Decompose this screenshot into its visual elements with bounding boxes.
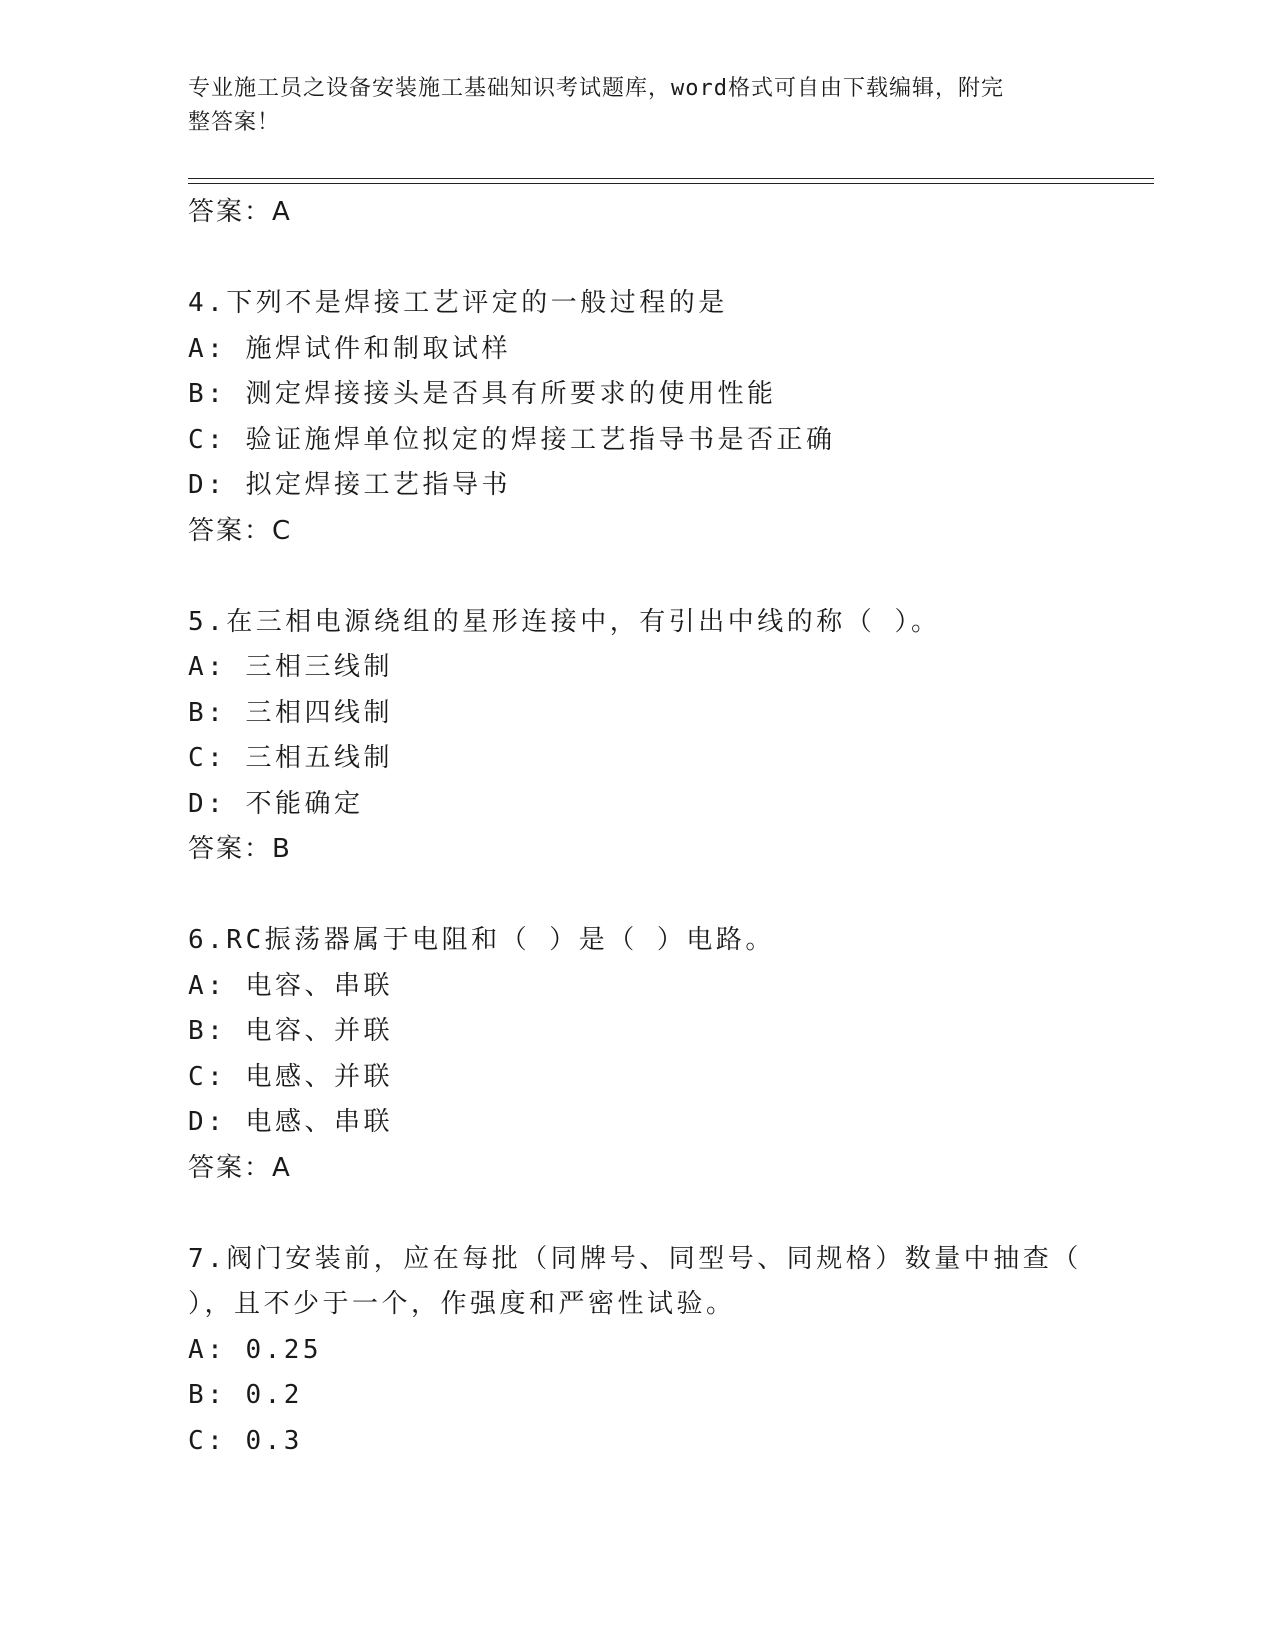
question-7 (188, 1237, 1148, 1465)
question-4 (188, 281, 1148, 554)
question-list (188, 190, 1148, 1464)
question-5 (188, 600, 1148, 873)
answer-line: 答案：A (188, 1152, 292, 1183)
option-a: A: 0.25 (188, 1334, 323, 1365)
option-c: C: 三相五线制 (188, 743, 393, 773)
option-d: D: 不能确定 (188, 788, 364, 819)
answer-line: 答案：B (188, 834, 292, 864)
question-stem-line-2: ），且不少于一个，作强度和严密性试验。 (188, 1289, 736, 1319)
option-b: B: 三相四线制 (188, 697, 393, 728)
option-d: D: 拟定焊接工艺指导书 (188, 470, 511, 500)
question-stem: 5.在三相电源绕组的星形连接中，有引出中线的称（ ）。 (188, 606, 941, 637)
answer-line: 答案：A (188, 197, 292, 227)
spacer (188, 236, 1148, 282)
option-d: D: 电感、串联 (188, 1107, 393, 1137)
option-c: C: 电感、并联 (188, 1061, 393, 1092)
question-stem: 4.下列不是焊接工艺评定的一般过程的是 (188, 288, 728, 318)
spacer (188, 1191, 1148, 1237)
option-a: A: 电容、串联 (188, 970, 393, 1001)
spacer (188, 554, 1148, 600)
option-b: B: 测定焊接接头是否具有所要求的使用性能 (188, 379, 777, 409)
question-stem: 6.RC振荡器属于电阻和（ ）是（ ）电路。 (188, 925, 775, 955)
question-stem-line-1: 7.阀门安装前，应在每批（同牌号、同型号、同规格）数量中抽查（ (188, 1243, 1082, 1274)
option-b: B: 0.2 (188, 1380, 303, 1410)
header-line-1: 专业施工员之设备安装施工基础知识考试题库，word格式可自由下载编辑，附完 (188, 76, 1004, 101)
option-c: C: 0.3 (188, 1425, 303, 1456)
question-6 (188, 918, 1148, 1191)
document-header (188, 72, 1068, 140)
spacer (188, 873, 1148, 919)
header-divider-top (188, 178, 1154, 179)
option-a: A: 三相三线制 (188, 652, 393, 682)
option-a: A: 施焊试件和制取试样 (188, 333, 511, 364)
answer-line: 答案：C (188, 515, 293, 546)
option-b: B: 电容、并联 (188, 1016, 393, 1046)
header-divider-bottom (188, 183, 1154, 184)
option-c: C: 验证施焊单位拟定的焊接工艺指导书是否正确 (188, 424, 836, 455)
header-line-2: 整答案！ (188, 110, 281, 135)
